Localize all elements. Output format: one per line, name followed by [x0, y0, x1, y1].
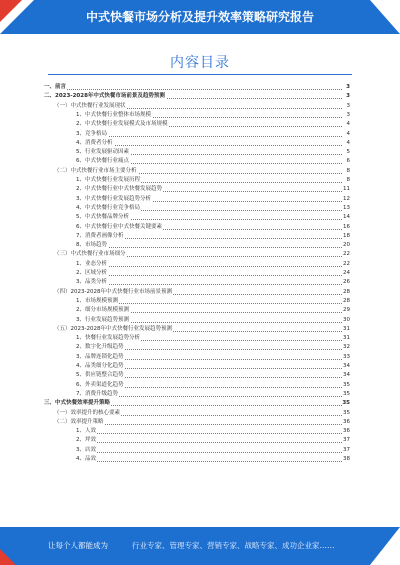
- toc-entry-page: 37: [343, 437, 350, 444]
- toc-entry[interactable]: [0, 371, 400, 380]
- toc-entry-page: 31: [343, 335, 350, 342]
- toc-entry[interactable]: [0, 399, 400, 408]
- toc-entry-text: 6、中式快餐行业痛点: [76, 158, 129, 165]
- toc-entry-text: （五）2023-2028年中式快餐行业发展趋势预测: [54, 325, 172, 332]
- toc-entry-text: 4、品类细分化趋势: [76, 363, 124, 369]
- toc-entry-page: 33: [343, 353, 350, 360]
- toc-entry-page: 26: [343, 279, 350, 286]
- toc-entry-text: 5、供应链整合趋势: [76, 372, 124, 379]
- toc-entry[interactable]: [0, 381, 400, 390]
- toc-entry[interactable]: [0, 102, 400, 111]
- toc-entry[interactable]: [0, 223, 400, 232]
- toc-entry-text: 一、前言: [44, 84, 67, 90]
- toc-entry-page: 3: [342, 102, 350, 111]
- toc-entry-text: 5、中式快餐品牌分析: [76, 214, 129, 221]
- toc-entry-page: 22: [343, 260, 350, 267]
- toc-entry-page: 28: [343, 288, 350, 295]
- toc-entry-page: 35: [342, 400, 350, 407]
- toc-entry[interactable]: [0, 390, 400, 399]
- toc-entry-text: 3、中式快餐行业发展趋势分析: [76, 195, 152, 202]
- toc-entry[interactable]: [0, 325, 400, 334]
- toc-entry-page: 4: [342, 130, 350, 139]
- toc-entry-page: 28: [343, 297, 350, 304]
- toc-entry-text: 1、业态分析: [76, 260, 107, 267]
- toc-entry-page: 34: [343, 363, 350, 369]
- toc-leader-dots: [76, 442, 342, 443]
- toc-entry-text: 7、消费者画像分析: [76, 232, 124, 239]
- toc-entry[interactable]: [0, 288, 400, 297]
- toc-leader-dots: [44, 89, 342, 90]
- toc-entry-text: 2、坪效: [76, 437, 96, 444]
- toc-entry[interactable]: [0, 446, 400, 455]
- toc-entry-page: 16: [343, 223, 350, 230]
- toc-entry-page: 3: [342, 83, 350, 92]
- toc-entry-text: （二）中式快餐行业市场主要分析: [54, 167, 137, 174]
- toc-entry[interactable]: [0, 92, 400, 101]
- toc-entry[interactable]: [0, 185, 400, 194]
- toc-entry-page: 36: [343, 428, 350, 435]
- toc-entry-page: 35: [343, 390, 350, 397]
- toc-entry-text: 8、市场趋势: [76, 242, 107, 249]
- toc-entry-page: 3: [342, 111, 350, 120]
- toc-entry-page: 24: [343, 270, 350, 276]
- toc-entry[interactable]: [0, 297, 400, 306]
- toc-entry[interactable]: [0, 241, 400, 250]
- page-footer: [0, 527, 400, 565]
- toc-entry[interactable]: [0, 148, 400, 157]
- toc-entry-text: 5、行业发展驱动因素: [76, 149, 129, 156]
- toc-leader-dots: [76, 433, 342, 434]
- toc-entry-page: 18: [343, 232, 350, 239]
- toc-leader-dots: [76, 461, 342, 462]
- toc-entry[interactable]: [0, 195, 400, 204]
- toc-entry[interactable]: [0, 111, 400, 120]
- toc-entry-page: 3: [342, 92, 350, 101]
- toc-leader-dots: [76, 247, 342, 248]
- toc-entry-text: 1、中式快餐行业发展历程: [76, 177, 141, 183]
- toc-entry-text: 3、品牌连锁化趋势: [76, 353, 124, 360]
- toc-entry-page: 5: [342, 148, 350, 157]
- toc-entry[interactable]: [0, 409, 400, 418]
- toc-entry-page: 35: [343, 381, 350, 388]
- header-right-decoration: [370, 0, 400, 34]
- toc-entry-text: 三、中式快餐效率提升策略: [44, 400, 111, 407]
- toc-entry[interactable]: [0, 204, 400, 213]
- header-red-accent: [0, 0, 22, 22]
- toc-entry[interactable]: [0, 269, 400, 278]
- toc-leader-dots: [76, 284, 342, 285]
- toc-entry-text: 3、品类分析: [76, 279, 107, 286]
- toc-entry[interactable]: [0, 139, 400, 148]
- toc-entry-text: 2、细分市场规模预测: [76, 307, 129, 314]
- toc-entry-text: （三）中式快餐行业市场细分: [54, 251, 126, 258]
- toc-entry-page: 32: [343, 344, 350, 351]
- toc-entry-text: （二）效率提升策略: [54, 418, 104, 425]
- toc-entry[interactable]: [0, 232, 400, 241]
- toc-entry-page: 14: [343, 214, 350, 221]
- report-title: 中式快餐市场分析及提升效率策略研究报告: [85, 10, 314, 24]
- toc-entry-text: 二、2023-2028年中式快餐市场前景及趋势预测: [44, 93, 165, 100]
- toc-entry-text: 3、竞争格局: [76, 130, 107, 137]
- toc-entry-page: 38: [343, 456, 350, 462]
- toc-entry[interactable]: [0, 306, 400, 315]
- footer-slogan: 让每个人都能成为: [48, 541, 108, 550]
- toc-entry-page: 36: [343, 418, 350, 425]
- toc-entry[interactable]: [0, 167, 400, 176]
- toc-entry[interactable]: [0, 176, 400, 185]
- toc-entry[interactable]: [0, 436, 400, 445]
- footer-roles: 行业专家、管理专家、营销专家、战略专家、成功企业家……: [132, 541, 335, 550]
- toc-entry[interactable]: [0, 362, 400, 371]
- toc-leader-dots: [76, 275, 342, 276]
- toc-entry-text: 3、行业发展趋势预测: [76, 316, 129, 323]
- toc-entry-text: 4、消费者分析: [76, 139, 113, 146]
- toc-entry-page: 8: [342, 167, 350, 176]
- toc-entry-page: 12: [343, 195, 350, 202]
- toc-entry[interactable]: [0, 418, 400, 427]
- toc-entry-text: 2、中式快餐行业中式快餐发展趋势: [76, 186, 163, 193]
- toc-entry-text: 1、市场规模预测: [76, 297, 118, 304]
- toc-entry-page: 6: [342, 157, 350, 166]
- toc-entry-text: （一）效率提升的核心要素: [54, 409, 121, 416]
- toc-leader-dots: [76, 145, 342, 146]
- toc-entry[interactable]: [0, 130, 400, 139]
- toc-entry-text: 2、中式快餐行业发展模式及市场规模: [76, 121, 168, 128]
- toc-entry-page: 31: [343, 325, 350, 332]
- toc-entry-text: （四）2023-2028年中式快餐行业市场前景预测: [54, 288, 172, 295]
- toc-entry-text: 2、区域分析: [76, 270, 107, 276]
- toc-entry-text: 1、快餐行业发展趋势分析: [76, 335, 141, 342]
- toc-entry-text: 1、人效: [76, 428, 96, 435]
- toc-leader-dots: [76, 452, 342, 453]
- toc-entry[interactable]: [0, 353, 400, 362]
- toc-entry[interactable]: [0, 83, 400, 92]
- toc-entry[interactable]: [0, 455, 400, 464]
- toc-entry-text: 2、数字化升级趋势: [76, 344, 124, 351]
- toc-heading: 内容目录: [170, 55, 230, 71]
- footer-red-accent: [0, 549, 16, 565]
- toc-entry[interactable]: [0, 250, 400, 259]
- toc-entry[interactable]: [0, 213, 400, 222]
- toc-entry[interactable]: [0, 316, 400, 325]
- toc-entry-page: 11: [343, 186, 350, 193]
- toc-entry-text: 6、外卖渠道化趋势: [76, 381, 124, 388]
- toc-entry-page: 20: [343, 242, 350, 249]
- toc-entry-text: （一）中式快餐行业发展现状: [54, 102, 126, 109]
- toc-leader-dots: [76, 266, 342, 267]
- toc-entry[interactable]: [0, 120, 400, 129]
- toc-entry-text: 1、中式快餐行业整体市场规模: [76, 111, 152, 118]
- toc-entry-page: 34: [343, 372, 350, 379]
- toc-entry-page: 4: [342, 139, 350, 148]
- toc-entry[interactable]: [0, 260, 400, 269]
- toc-entry-text: 4、中式快餐行业竞争格局: [76, 204, 141, 211]
- toc-entry[interactable]: [0, 157, 400, 166]
- toc-entry-text: 3、店效: [76, 446, 96, 453]
- toc-heading-divider: [48, 74, 352, 75]
- toc-entry-page: 4: [342, 120, 350, 129]
- toc-entry-page: 8: [342, 176, 350, 185]
- toc-entry-page: 13: [343, 204, 350, 211]
- toc-entry-page: 22: [343, 251, 350, 258]
- toc-entry[interactable]: [0, 343, 400, 352]
- toc-leader-dots: [76, 136, 342, 137]
- toc-entry-page: 30: [343, 316, 350, 323]
- page-header: [0, 0, 400, 34]
- toc-entry[interactable]: [0, 278, 400, 287]
- toc-entry-text: 7、消费升级趋势: [76, 390, 118, 397]
- toc-entry-page: 35: [343, 409, 350, 416]
- toc-entry[interactable]: [0, 334, 400, 343]
- toc-entry-text: 6、中式快餐行业中式快餐关键要素: [76, 223, 163, 230]
- footer-corner-decoration: [370, 527, 400, 565]
- toc-entry[interactable]: [0, 427, 400, 436]
- toc-entry-text: 4、品效: [76, 456, 96, 462]
- toc-entry-page: 37: [343, 446, 350, 453]
- toc-entry-page: 29: [343, 307, 350, 314]
